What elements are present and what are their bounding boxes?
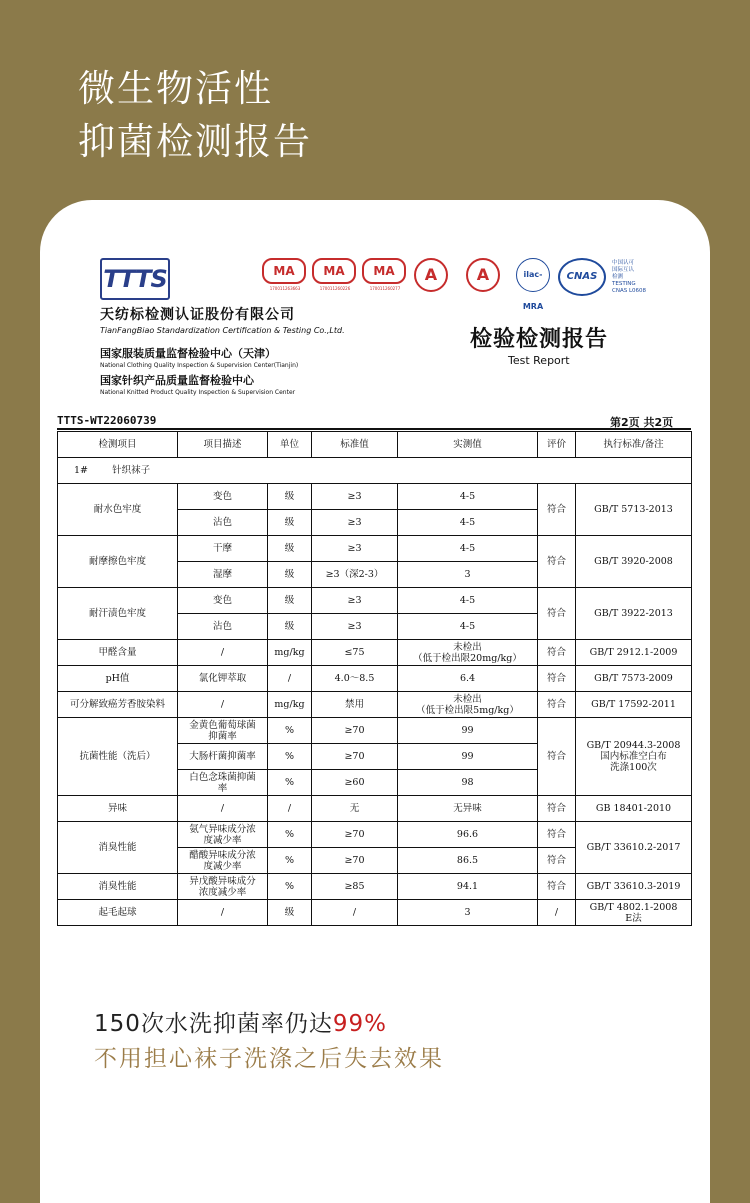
ilac-mark bbox=[516, 258, 550, 311]
unit-cell: 级 bbox=[268, 484, 312, 510]
item-cell: pH值 bbox=[58, 666, 178, 692]
desc-cell: / bbox=[178, 900, 268, 926]
organization-info bbox=[100, 304, 345, 396]
eval-cell: 符合 bbox=[538, 666, 576, 692]
org-name-en: TianFangBiao Standardization Certification & Testing Co.,Ltd. bbox=[100, 326, 345, 335]
cal-mark-2 bbox=[466, 258, 500, 292]
std-cell: GB/T 3920-2008 bbox=[576, 536, 692, 588]
eval-cell: 符合 bbox=[538, 796, 576, 822]
page-number: 第2页 共2页 bbox=[610, 416, 674, 429]
std-cell: GB/T 2912.1-2009 bbox=[576, 640, 692, 666]
eval-cell: 符合 bbox=[538, 718, 576, 796]
std-cell bbox=[576, 900, 692, 926]
header-cell: 执行标准/备注 bbox=[576, 432, 692, 458]
unit-cell: % bbox=[268, 822, 312, 848]
measured-cell: 无异味 bbox=[398, 796, 538, 822]
header-rule bbox=[57, 428, 691, 430]
desc-cell: 沾色 bbox=[178, 614, 268, 640]
header-cell: 实测值 bbox=[398, 432, 538, 458]
header-cell: 项目描述 bbox=[178, 432, 268, 458]
std-cell: GB/T 33610.3-2019 bbox=[576, 874, 692, 900]
unit-cell: % bbox=[268, 874, 312, 900]
desc-line: 异戊酸异味成分 bbox=[189, 875, 256, 887]
table-row bbox=[58, 666, 692, 692]
sample-row bbox=[58, 458, 692, 484]
std-cell: GB/T 33610.2-2017 bbox=[576, 822, 692, 874]
item-cell: 异味 bbox=[58, 796, 178, 822]
measured-cell: 6.4 bbox=[398, 666, 538, 692]
unit-cell: 级 bbox=[268, 562, 312, 588]
standard-cell: 禁用 bbox=[312, 692, 398, 718]
standard-cell: ≥3 bbox=[312, 510, 398, 536]
unit-cell: 级 bbox=[268, 510, 312, 536]
sample-cell bbox=[58, 458, 692, 484]
item-cell: 消臭性能 bbox=[58, 822, 178, 874]
desc-line: 白色念珠菌抑菌 bbox=[189, 771, 256, 783]
measured-cell: 4-5 bbox=[398, 588, 538, 614]
unit-cell: 级 bbox=[268, 588, 312, 614]
unit-cell: 级 bbox=[268, 614, 312, 640]
org-name-cn: 天纺标检测认证股份有限公司 bbox=[100, 307, 295, 323]
report-title: 检验检测报告 bbox=[470, 326, 609, 352]
measured-line: 未检出 bbox=[453, 641, 482, 653]
standard-cell: 无 bbox=[312, 796, 398, 822]
standard-cell: ≥60 bbox=[312, 770, 398, 796]
desc-cell: 变色 bbox=[178, 484, 268, 510]
std-line: 洗涤100次 bbox=[610, 762, 657, 773]
unit-cell: 级 bbox=[268, 536, 312, 562]
cma-icon: MA bbox=[312, 258, 356, 284]
table-row bbox=[58, 536, 692, 562]
desc-cell: / bbox=[178, 640, 268, 666]
cma-number-2: 170011260226 bbox=[319, 286, 351, 291]
header-line-2: 抑菌检测报告 bbox=[78, 120, 312, 163]
desc-cell bbox=[178, 822, 268, 848]
measured-cell: 86.5 bbox=[398, 848, 538, 874]
std-cell bbox=[576, 718, 692, 796]
std-cell: GB/T 5713-2013 bbox=[576, 484, 692, 536]
standard-cell: ≥3 bbox=[312, 536, 398, 562]
desc-cell bbox=[178, 770, 268, 796]
results-table bbox=[57, 431, 692, 926]
std-line: GB/T 20944.3-2008 bbox=[586, 740, 681, 751]
cal-icon: A bbox=[466, 258, 500, 292]
measured-line: （低于检出限5mg/kg） bbox=[416, 704, 519, 716]
tagline-line-1 bbox=[94, 1005, 387, 1038]
report-subtitle: Test Report bbox=[508, 354, 570, 367]
desc-cell bbox=[178, 874, 268, 900]
std-cell: GB/T 3922-2013 bbox=[576, 588, 692, 640]
ilac-icon: ilac-MRA bbox=[516, 258, 550, 292]
standard-cell: ≥70 bbox=[312, 848, 398, 874]
measured-cell: 96.6 bbox=[398, 822, 538, 848]
standard-cell: ≥70 bbox=[312, 718, 398, 744]
cma-mark-1 bbox=[262, 258, 308, 291]
center2-en: National Knitted Product Quality Inspection & Supervision Center bbox=[100, 389, 296, 396]
center2-cn: 国家针织产品质量监督检验中心 bbox=[100, 374, 254, 387]
cma-number-3: 170011260277 bbox=[369, 286, 401, 291]
unit-cell: % bbox=[268, 744, 312, 770]
item-cell: 耐水色牢度 bbox=[58, 484, 178, 536]
header-cell: 标准值 bbox=[312, 432, 398, 458]
item-cell: 耐汗渍色牢度 bbox=[58, 588, 178, 640]
cma-icon: MA bbox=[362, 258, 406, 284]
tagline-prefix: 150次水洗抑菌率仍达 bbox=[94, 1011, 333, 1037]
desc-cell: 氯化钾萃取 bbox=[178, 666, 268, 692]
cnas-caption-line: 国际互认 bbox=[612, 267, 635, 273]
table-row bbox=[58, 874, 692, 900]
eval-cell: 符合 bbox=[538, 822, 576, 848]
table-header-row bbox=[58, 432, 692, 458]
desc-cell: / bbox=[178, 692, 268, 718]
tagline-highlight: 99% bbox=[332, 1011, 388, 1037]
desc-line: 度减少率 bbox=[203, 860, 242, 872]
desc-line: 率 bbox=[217, 782, 228, 794]
desc-cell: 沾色 bbox=[178, 510, 268, 536]
table-row bbox=[58, 640, 692, 666]
eval-cell: 符合 bbox=[538, 874, 576, 900]
std-line: E法 bbox=[625, 912, 642, 924]
measured-cell: 99 bbox=[398, 744, 538, 770]
eval-cell: / bbox=[538, 900, 576, 926]
desc-cell bbox=[178, 718, 268, 744]
measured-line: 未检出 bbox=[453, 693, 482, 705]
eval-cell: 符合 bbox=[538, 588, 576, 640]
cnas-caption-line: 检测 bbox=[612, 274, 624, 280]
unit-cell: / bbox=[268, 666, 312, 692]
standard-cell: ≥3 bbox=[312, 614, 398, 640]
unit-cell: % bbox=[268, 770, 312, 796]
desc-line: 醋酸异味成分浓 bbox=[189, 849, 256, 861]
table-row bbox=[58, 692, 692, 718]
cnas-caption bbox=[612, 260, 646, 295]
desc-line: 浓度减少率 bbox=[198, 886, 247, 898]
item-cell: 可分解致癌芳香胺染料 bbox=[58, 692, 178, 718]
cal-mark-1 bbox=[414, 258, 448, 292]
measured-line: （低于检出限20mg/kg） bbox=[413, 652, 522, 664]
header-cell: 单位 bbox=[268, 432, 312, 458]
desc-line: 金黄色葡萄球菌 bbox=[189, 719, 256, 731]
eval-cell: 符合 bbox=[538, 484, 576, 536]
desc-cell: / bbox=[178, 796, 268, 822]
measured-cell: 99 bbox=[398, 718, 538, 744]
standard-cell: ≥70 bbox=[312, 744, 398, 770]
report-card bbox=[40, 200, 710, 1203]
header-cell: 评价 bbox=[538, 432, 576, 458]
cal-icon: A bbox=[414, 258, 448, 292]
standard-cell: / bbox=[312, 900, 398, 926]
desc-cell: 变色 bbox=[178, 588, 268, 614]
report-number: TTTS-WT22060739 bbox=[57, 414, 157, 427]
page-header bbox=[78, 62, 312, 168]
measured-cell: 3 bbox=[398, 562, 538, 588]
std-cell: GB 18401-2010 bbox=[576, 796, 692, 822]
desc-line: 氨气异味成分浓 bbox=[189, 823, 256, 835]
sample-number: 1# bbox=[74, 465, 89, 476]
standard-cell: ≥3 bbox=[312, 588, 398, 614]
eval-cell: 符合 bbox=[538, 536, 576, 588]
cnas-caption-line: CNAS L0608 bbox=[612, 288, 647, 294]
measured-cell: 4-5 bbox=[398, 614, 538, 640]
measured-cell bbox=[398, 692, 538, 718]
std-cell: GB/T 17592-2011 bbox=[576, 692, 692, 718]
measured-cell bbox=[398, 640, 538, 666]
measured-cell: 3 bbox=[398, 900, 538, 926]
table-row bbox=[58, 718, 692, 744]
desc-cell: 湿摩 bbox=[178, 562, 268, 588]
unit-cell: % bbox=[268, 718, 312, 744]
std-line: GB/T 4802.1-2008 bbox=[589, 901, 678, 913]
table-row bbox=[58, 588, 692, 614]
table-row bbox=[58, 796, 692, 822]
item-cell: 抗菌性能（洗后） bbox=[58, 718, 178, 796]
desc-line: 抑菌率 bbox=[208, 730, 237, 742]
measured-cell: 4-5 bbox=[398, 510, 538, 536]
desc-cell: 大肠杆菌抑菌率 bbox=[178, 744, 268, 770]
eval-cell: 符合 bbox=[538, 640, 576, 666]
unit-cell: mg/kg bbox=[268, 640, 312, 666]
ttts-logo: TTTS bbox=[100, 258, 170, 300]
item-cell: 甲醛含量 bbox=[58, 640, 178, 666]
cma-number-1: 170011263663 bbox=[269, 286, 301, 291]
standard-cell: ≥3（深2-3） bbox=[312, 562, 398, 588]
standard-cell: ≥3 bbox=[312, 484, 398, 510]
cnas-caption-line: 中国认可 bbox=[612, 260, 635, 266]
table-row bbox=[58, 900, 692, 926]
center1-cn: 国家服装质量监督检验中心（天津） bbox=[100, 347, 276, 360]
cma-mark-3 bbox=[362, 258, 408, 291]
eval-cell: 符合 bbox=[538, 848, 576, 874]
standard-cell: ≥70 bbox=[312, 822, 398, 848]
std-cell: GB/T 7573-2009 bbox=[576, 666, 692, 692]
unit-cell: mg/kg bbox=[268, 692, 312, 718]
unit-cell: % bbox=[268, 848, 312, 874]
standard-cell: ≥85 bbox=[312, 874, 398, 900]
item-cell: 消臭性能 bbox=[58, 874, 178, 900]
cnas-caption-line: TESTING bbox=[612, 281, 636, 287]
tagline-line-2: 不用担心袜子洗涤之后失去效果 bbox=[94, 1046, 444, 1072]
center1-en: National Clothing Quality Inspection & Supervision Center(Tianjin) bbox=[100, 362, 299, 369]
cnas-icon: CNAS bbox=[558, 258, 606, 296]
sample-name: 针织袜子 bbox=[112, 465, 151, 476]
cma-icon: MA bbox=[262, 258, 306, 284]
cnas-mark bbox=[558, 258, 606, 296]
cma-mark-2 bbox=[312, 258, 358, 291]
table-row bbox=[58, 484, 692, 510]
measured-cell: 4-5 bbox=[398, 484, 538, 510]
item-cell: 起毛起球 bbox=[58, 900, 178, 926]
header-line-1: 微生物活性 bbox=[78, 67, 273, 110]
unit-cell: 级 bbox=[268, 900, 312, 926]
measured-cell: 4-5 bbox=[398, 536, 538, 562]
measured-cell: 94.1 bbox=[398, 874, 538, 900]
table-row bbox=[58, 822, 692, 848]
desc-line: 度减少率 bbox=[203, 834, 242, 846]
header-cell: 检测项目 bbox=[58, 432, 178, 458]
standard-cell: 4.0～8.5 bbox=[312, 666, 398, 692]
desc-cell: 干摩 bbox=[178, 536, 268, 562]
measured-cell: 98 bbox=[398, 770, 538, 796]
desc-cell bbox=[178, 848, 268, 874]
std-line: 国内标准空白布 bbox=[600, 751, 667, 762]
standard-cell: ≤75 bbox=[312, 640, 398, 666]
item-cell: 耐摩擦色牢度 bbox=[58, 536, 178, 588]
unit-cell: / bbox=[268, 796, 312, 822]
eval-cell: 符合 bbox=[538, 692, 576, 718]
